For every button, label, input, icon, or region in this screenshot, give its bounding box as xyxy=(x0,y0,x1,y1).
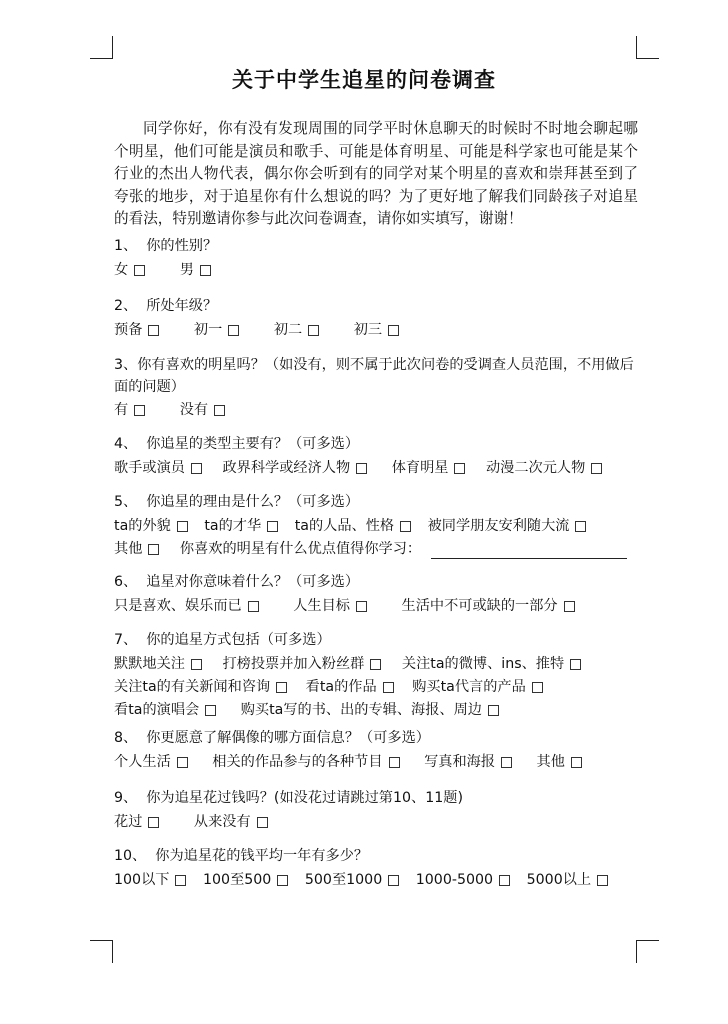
checkbox[interactable] xyxy=(388,325,399,336)
crop-mark-bottom-right xyxy=(636,940,659,963)
q4-option-3[interactable]: 动漫二次元人物 xyxy=(486,458,602,478)
q10-option-4[interactable]: 5000以上 xyxy=(527,870,608,890)
question-3 xyxy=(114,354,638,420)
q6-option-2[interactable]: 生活中不可或缺的一部分 xyxy=(402,596,575,616)
checkbox[interactable] xyxy=(370,659,381,670)
q1-option-male[interactable]: 男 xyxy=(180,260,211,280)
checkbox[interactable] xyxy=(388,875,399,886)
q2-option-0[interactable]: 预备 xyxy=(114,320,159,340)
question-2-text: 2、 所处年级？ xyxy=(114,298,218,314)
q2-option-3[interactable]: 初三 xyxy=(354,320,399,340)
crop-mark-bottom-left xyxy=(90,940,113,963)
q7-option-6[interactable]: 看ta的演唱会 xyxy=(114,700,216,720)
checkbox[interactable] xyxy=(501,757,512,768)
checkbox[interactable] xyxy=(177,521,188,532)
checkbox[interactable] xyxy=(276,682,287,693)
checkbox[interactable] xyxy=(175,875,186,886)
checkbox[interactable] xyxy=(356,463,367,474)
q10-option-1[interactable]: 100至500 xyxy=(203,870,288,890)
q2-option-1[interactable]: 初一 xyxy=(194,320,239,340)
question-10 xyxy=(114,846,644,890)
question-10-text: 10、 你为追星花的钱平均一年有多少？ xyxy=(114,848,369,864)
q5-option-2[interactable]: ta的人品、性格 xyxy=(295,516,411,536)
q6-option-0[interactable]: 只是喜欢、娱乐而已 xyxy=(114,596,259,616)
q5-option-0[interactable]: ta的外貌 xyxy=(114,516,188,536)
checkbox[interactable] xyxy=(383,682,394,693)
checkbox[interactable] xyxy=(575,521,586,532)
question-9-text: 9、 你为追星花过钱吗？(如没花过请跳过第10、11题) xyxy=(114,790,463,806)
q5-option-1[interactable]: ta的才华 xyxy=(204,516,278,536)
question-8-text: 8、 你更愿意了解偶像的哪方面信息？（可多选） xyxy=(114,730,430,746)
checkbox[interactable] xyxy=(454,463,465,474)
checkbox[interactable] xyxy=(200,265,211,276)
q7-option-0[interactable]: 默默地关注 xyxy=(114,654,202,674)
page-title: 关于中学生追星的问卷调查 xyxy=(232,68,496,92)
question-7-text: 7、 你的追星方式包括（可多选） xyxy=(114,632,331,648)
checkbox[interactable] xyxy=(134,405,145,416)
q6-option-1[interactable]: 人生目标 xyxy=(293,596,367,616)
checkbox[interactable] xyxy=(488,705,499,716)
checkbox[interactable] xyxy=(267,521,278,532)
q4-option-0[interactable]: 歌手或演员 xyxy=(114,458,202,478)
checkbox[interactable] xyxy=(308,325,319,336)
q8-option-3[interactable]: 其他 xyxy=(537,752,582,772)
q9-option-yes[interactable]: 花过 xyxy=(114,812,159,832)
checkbox[interactable] xyxy=(205,705,216,716)
checkbox[interactable] xyxy=(400,521,411,532)
checkbox[interactable] xyxy=(499,875,510,886)
question-9 xyxy=(114,788,644,832)
question-8 xyxy=(114,728,644,772)
q9-option-never[interactable]: 从来没有 xyxy=(194,812,268,832)
q5-option-other[interactable]: 其他 xyxy=(114,539,159,559)
crop-mark-top-left xyxy=(90,36,113,59)
q7-option-3[interactable]: 关注ta的有关新闻和咨询 xyxy=(114,677,287,697)
question-4 xyxy=(114,434,644,478)
q7-option-2[interactable]: 关注ta的微博、ins、推特 xyxy=(402,654,581,674)
q3-option-no[interactable]: 没有 xyxy=(180,400,225,420)
checkbox[interactable] xyxy=(191,463,202,474)
checkbox[interactable] xyxy=(191,659,202,670)
question-2 xyxy=(114,296,644,340)
checkbox[interactable] xyxy=(148,544,159,555)
checkbox[interactable] xyxy=(228,325,239,336)
q2-option-2[interactable]: 初二 xyxy=(274,320,319,340)
checkbox[interactable] xyxy=(134,265,145,276)
q1-option-female[interactable]: 女 xyxy=(114,260,145,280)
checkbox[interactable] xyxy=(248,601,259,612)
checkbox[interactable] xyxy=(214,405,225,416)
q7-option-1[interactable]: 打榜投票并加入粉丝群 xyxy=(222,654,381,674)
q8-option-0[interactable]: 个人生活 xyxy=(114,752,188,772)
q5-answer-blank[interactable] xyxy=(431,544,627,559)
question-5 xyxy=(114,492,644,559)
checkbox[interactable] xyxy=(257,817,268,828)
intro-paragraph: 同学你好，你有没有发现周围的同学平时休息聊天的时候时不时地会聊起哪个明星，他们可能是演员和歌手、可能是体育明星、可能是科学家也可能是某个行业的杰出人物代表，偶尔你会听到有的同学对某个明星的喜欢和崇拜甚至到了夸张的地步，对于追星你有什么想说的吗？为了更好地了解我们同龄孩子对追星的看法，特别邀请你参与此次问卷调查，请你如实填写，谢谢！ xyxy=(114,120,638,227)
checkbox[interactable] xyxy=(532,682,543,693)
question-5-text: 5、 你追星的理由是什么？（可多选） xyxy=(114,494,360,510)
checkbox[interactable] xyxy=(277,875,288,886)
q4-option-1[interactable]: 政界科学或经济人物 xyxy=(222,458,367,478)
q7-option-7[interactable]: 购买ta写的书、出的专辑、海报、周边 xyxy=(241,700,499,720)
checkbox[interactable] xyxy=(570,659,581,670)
q7-option-4[interactable]: 看ta的作品 xyxy=(306,677,394,697)
q10-option-3[interactable]: 1000-5000 xyxy=(416,870,510,890)
checkbox[interactable] xyxy=(597,875,608,886)
question-6-text: 6、 追星对你意味着什么？（可多选） xyxy=(114,574,360,590)
q3-option-yes[interactable]: 有 xyxy=(114,400,145,420)
question-1 xyxy=(114,236,644,280)
question-6 xyxy=(114,572,644,616)
q10-option-0[interactable]: 100以下 xyxy=(114,870,186,890)
checkbox[interactable] xyxy=(591,463,602,474)
q8-option-1[interactable]: 相关的作品参与的各种节目 xyxy=(212,752,399,772)
checkbox[interactable] xyxy=(389,757,400,768)
checkbox[interactable] xyxy=(571,757,582,768)
crop-mark-top-right xyxy=(636,36,659,59)
question-4-text: 4、 你追星的类型主要有？（可多选） xyxy=(114,436,360,452)
question-3-text: 3、你有喜欢的明星吗？（如没有，则不属于此次问卷的受调查人员范围，不用做后面的问题） xyxy=(114,357,634,395)
question-7 xyxy=(114,630,644,720)
q8-option-2[interactable]: 写真和海报 xyxy=(424,752,512,772)
checkbox[interactable] xyxy=(564,601,575,612)
q4-option-2[interactable]: 体育明星 xyxy=(392,458,466,478)
checkbox[interactable] xyxy=(148,817,159,828)
q5-blank-prompt: 你喜欢的明星有什么优点值得你学习： xyxy=(179,541,422,557)
checkbox[interactable] xyxy=(177,757,188,768)
q7-option-5[interactable]: 购买ta代言的产品 xyxy=(412,677,543,697)
question-1-text: 1、 你的性别？ xyxy=(114,238,218,254)
q10-option-2[interactable]: 500至1000 xyxy=(305,870,399,890)
checkbox[interactable] xyxy=(148,325,159,336)
checkbox[interactable] xyxy=(356,601,367,612)
q5-option-3[interactable]: 被同学朋友安利随大流 xyxy=(428,516,587,536)
